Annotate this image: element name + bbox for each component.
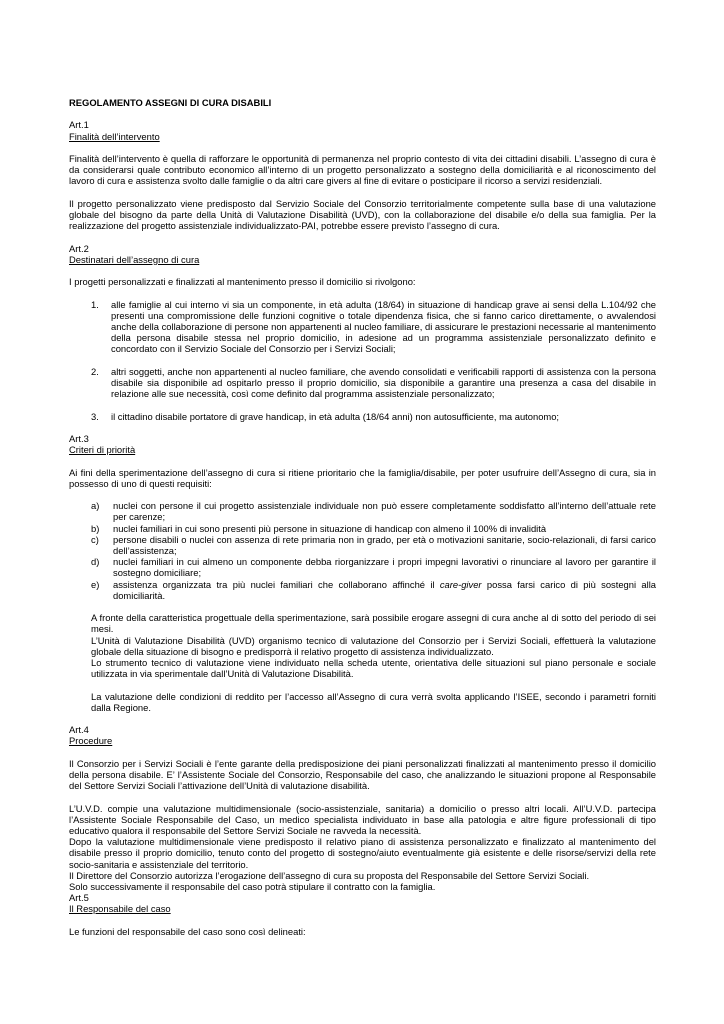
list-text-italic: care-giver: [439, 578, 482, 590]
article-label: Art.1: [69, 119, 89, 131]
article-label: Art.5: [69, 892, 89, 904]
list-text: [113, 579, 656, 601]
list-item: [69, 534, 656, 556]
document-page: [69, 97, 656, 937]
list-text: nuclei con persone il cui progetto assistenziale individuale non può essere completamente soddisfatto all’interno dell’attuale rete per carenze;: [113, 500, 656, 523]
document-title: REGOLAMENTO ASSEGNI DI CURA DISABILI: [69, 97, 272, 108]
list-text-part: possa farsi carico di più sostegni alla domiciliarità.: [113, 578, 657, 601]
list-letter: a): [91, 500, 100, 512]
paragraph: Il progetto personalizzato viene predisposto dal Servizio Sociale del Consorzio territorialmente competente sulla base di una valutazione globale del bisogno da parte della Unità di Valutazione Disabilità (UVD), con la collaborazione del disabile e/o della sua famiglia. Per la realizzazione del progetto assistenziale individualizzato-PAI, potrebbe essere previsto l’assegno di cura.: [69, 197, 656, 232]
list-text: altri soggetti, anche non appartenenti al nucleo familiare, che avendo consolidati e verificabili rapporti di assistenza con la persona disabile sia disponibile ad ospitarlo presso il proprio domicilio, sia disponibile a garantire una presenza a casa del disabile in relazione alle sue necessità, così come definito dal programma assistenziale personalizzato;: [111, 365, 656, 400]
list-letter: c): [91, 533, 99, 545]
list-text: nuclei familiari in cui almeno un componente debba riorganizzare i propri impegni lavorativi o rinunciare al lavoro per garantire il sostegno domiciliare;: [113, 556, 656, 579]
article-label: Art.2: [69, 242, 89, 254]
paragraph: Finalità dell’intervento è quella di rafforzare le opportunità di permanenza nel proprio contesto di vita dei cittadini disabili. L’assegno di cura è da considerarsi quale contributo economico all’interno di un progetto personalizzato a sostegno della domiciliarità e al riconoscimento del lavoro di cura e assistenza svolto dalle famiglie o da altri care givers al fine di evitare o posticipare il ricorso a servizi residenziali.: [69, 152, 656, 187]
list-text: il cittadino disabile portatore di grave handicap, in età adulta (18/64 anni) non autosufficiente, ma autonomo;: [111, 410, 560, 422]
article-label: Art.4: [69, 724, 89, 736]
paragraph: L’U.V.D. compie una valutazione multidimensionale (socio-assistenziale, sanitaria) a domicilio o presso altri locali. All’U.V.D. partecipa l’Assistente Sociale Responsabile del Caso, un medico specialista individuato in base alla patologia e altre figure professionali di tipo educativo qualora il responsabile del Settore Servizi Sociale ne ravveda la necessità.: [69, 802, 656, 836]
article-heading: Criteri di priorità: [69, 444, 136, 456]
article-heading: Finalità dell’intervento: [69, 130, 160, 142]
list-item: [69, 299, 656, 355]
list-item: [69, 500, 656, 522]
list-item: [69, 411, 656, 422]
list-letter: b): [91, 522, 100, 534]
list-number: 1.: [91, 298, 99, 310]
paragraph: A fronte della caratteristica progettuale della sperimentazione, sarà possibile erogare assegni di cura anche al di sotto del periodo di sei mesi.: [91, 612, 656, 635]
article-heading: Destinatari dell’assegno di cura: [69, 253, 200, 265]
list-item: [69, 579, 656, 601]
list-item: [69, 366, 656, 400]
paragraph: Ai fini della sperimentazione dell’assegno di cura si ritiene prioritario che la famiglia/disabile, per poter usufruire dell’Assegno di cura, sia in possesso di uno di questi requisiti:: [69, 466, 656, 489]
paragraph: Dopo la valutazione multidimensionale viene predisposto il relativo piano di assistenza personalizzato e finalizzato al mantenimento del disabile presso il proprio domicilio, tenuto conto del progetto di sostegno/aiuto eventualmente già esistente e delle risorse/servizi della rete socio-sanitaria e assistenziale del territorio.: [69, 836, 656, 870]
article-label: Art.3: [69, 432, 89, 444]
list-letter: d): [91, 556, 100, 568]
paragraph: Lo strumento tecnico di valutazione viene individuato nella scheda utente, orientativa delle situazioni sul piano personale e sociale utilizzata in via sperimentale dall’Unità di Valutazione Disabilità.: [91, 656, 656, 680]
paragraph: Solo successivamente il responsabile del caso potrà stipulare il contratto con la famiglia.: [69, 880, 436, 892]
paragraph: Il Direttore del Consorzio autorizza l’erogazione dell’assegno di cura su proposta del Responsabile del Settore Servizi Sociali.: [69, 869, 590, 881]
list-item: [69, 523, 656, 534]
indented-block: [69, 612, 656, 713]
list-text: persone disabili o nuclei con assenza di rete primaria non in grado, per età o motivazioni sanitarie, socio-relazionali, di farsi carico dell’assistenza;: [113, 533, 656, 556]
list-letter: e): [91, 578, 100, 590]
paragraph: Il Consorzio per i Servizi Sociali è l’ente garante della predisposizione dei piani personalizzati finalizzati al mantenimento presso il domicilio della persona disabile. E’ l’Assistente Sociale del Consorzio, Responsabile del caso, che analizzando le situazioni propone al Responsabile del Settore Servizi Sociali l’attivazione dell’Unità di valutazione disabilità.: [69, 757, 656, 792]
list-text: alle famiglie al cui interno vi sia un componente, in età adulta (18/64) in situazione di handicap grave ai sensi della L.104/92 che presenti una compromissione delle funzioni cognitive o totale dipendenza fisica, che si fanno carico direttamente, o avvalendosi anche della collaborazione di persone non appartenenti al nucleo familiare, di assicurare le prestazioni necessarie al mantenimento della persona disabile stessa nel proprio domicilio, in adesione ad un programma assistenziale personalizzato definito e concordato con il Servizio Sociale del Consorzio per i Servizi Sociali;: [111, 298, 656, 355]
list-text-part: assistenza organizzata tra più nuclei familiari che collaborano affinché il: [113, 578, 440, 590]
list-number: 3.: [91, 410, 99, 422]
paragraph: I progetti personalizzati e finalizzati al mantenimento presso il domicilio si rivolgono:: [69, 276, 416, 288]
list-item: [69, 556, 656, 578]
paragraph: Le funzioni del responsabile del caso sono così delineati:: [69, 925, 306, 937]
list-text: nuclei familiari in cui sono presenti più persone in situazione di handicap con almeno il 100% di invalidità: [113, 522, 547, 534]
paragraph: La valutazione delle condizioni di reddito per l’accesso all’Assegno di cura verrà svolta applicando l’ISEE, secondo i parametri forniti dalla Regione.: [91, 690, 656, 713]
list-number: 2.: [91, 365, 99, 377]
article-heading: Il Responsabile del caso: [69, 903, 171, 915]
paragraph: L’Unità di Valutazione Disabilità (UVD) organismo tecnico di valutazione del Consorzio per i Servizi Sociali, effettuerà la valutazione globale della situazione di bisogno e predisporrà il relativo progetto di assistenza individualizzato.: [91, 634, 656, 657]
article-heading: Procedure: [69, 735, 113, 747]
